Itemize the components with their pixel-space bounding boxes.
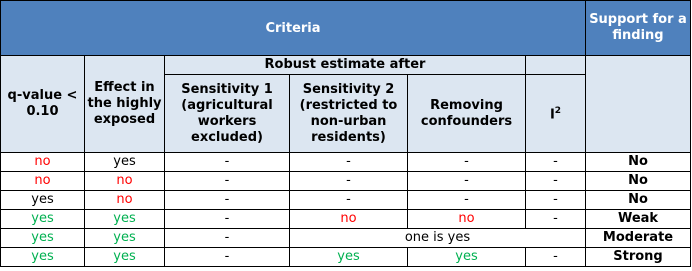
robust-spacer bbox=[526, 56, 586, 75]
sens2-cell: - bbox=[290, 153, 408, 172]
removing-cell: - bbox=[408, 153, 526, 172]
sens2-cell: - bbox=[290, 172, 408, 191]
q-value-cell: yes bbox=[1, 248, 85, 267]
effect-cell: no bbox=[85, 191, 165, 210]
support-subheader-blank bbox=[586, 56, 691, 153]
support-cell: No bbox=[586, 153, 691, 172]
sens1-cell: - bbox=[165, 248, 290, 267]
sensitivity-2-header: Sensitivity 2 (restricted to non-urban residents) bbox=[290, 75, 408, 153]
sens2-cell: yes bbox=[290, 248, 408, 267]
effect-cell: yes bbox=[85, 248, 165, 267]
effect-cell: no bbox=[85, 172, 165, 191]
removing-confounders-header: Removing confounders bbox=[408, 75, 526, 153]
removing-cell: yes bbox=[408, 248, 526, 267]
i2-header bbox=[526, 75, 586, 153]
q-value-cell: no bbox=[1, 153, 85, 172]
sens1-cell: - bbox=[165, 210, 290, 229]
effect-header: Effect in the highly exposed bbox=[85, 56, 165, 153]
table-row bbox=[1, 229, 691, 248]
i2-cell: - bbox=[526, 191, 586, 210]
merged-cell: one is yes bbox=[290, 229, 586, 248]
removing-cell: - bbox=[408, 172, 526, 191]
sens1-cell: - bbox=[165, 172, 290, 191]
table-row bbox=[1, 210, 691, 229]
table-row bbox=[1, 172, 691, 191]
effect-cell: yes bbox=[85, 210, 165, 229]
q-value-header: q-value < 0.10 bbox=[1, 56, 85, 153]
sens1-cell: - bbox=[165, 191, 290, 210]
support-cell: Moderate bbox=[586, 229, 691, 248]
sens1-cell: - bbox=[165, 229, 290, 248]
effect-cell: yes bbox=[85, 229, 165, 248]
q-value-cell: no bbox=[1, 172, 85, 191]
i2-cell: - bbox=[526, 172, 586, 191]
effect-cell: yes bbox=[85, 153, 165, 172]
support-cell: Weak bbox=[586, 210, 691, 229]
removing-cell: no bbox=[408, 210, 526, 229]
q-value-cell: yes bbox=[1, 210, 85, 229]
criteria-header: Criteria bbox=[1, 1, 586, 56]
i2-sup: 2 bbox=[554, 106, 562, 117]
sens2-cell: no bbox=[290, 210, 408, 229]
robust-header: Robust estimate after bbox=[165, 56, 526, 75]
support-cell: Strong bbox=[586, 248, 691, 267]
i2-cell: - bbox=[526, 210, 586, 229]
q-value-cell: yes bbox=[1, 229, 85, 248]
i2-base: I bbox=[549, 107, 555, 123]
removing-cell: - bbox=[408, 191, 526, 210]
i2-cell: - bbox=[526, 153, 586, 172]
sens1-cell: - bbox=[165, 153, 290, 172]
table-row bbox=[1, 248, 691, 267]
q-value-cell: yes bbox=[1, 191, 85, 210]
sens2-cell: - bbox=[290, 191, 408, 210]
support-cell: No bbox=[586, 172, 691, 191]
i2-cell: - bbox=[526, 248, 586, 267]
table-row bbox=[1, 153, 691, 172]
sensitivity-1-header: Sensitivity 1 (agricultural workers excluded) bbox=[165, 75, 290, 153]
support-header: Support for a finding bbox=[586, 1, 691, 56]
table-row bbox=[1, 191, 691, 210]
support-cell: No bbox=[586, 191, 691, 210]
